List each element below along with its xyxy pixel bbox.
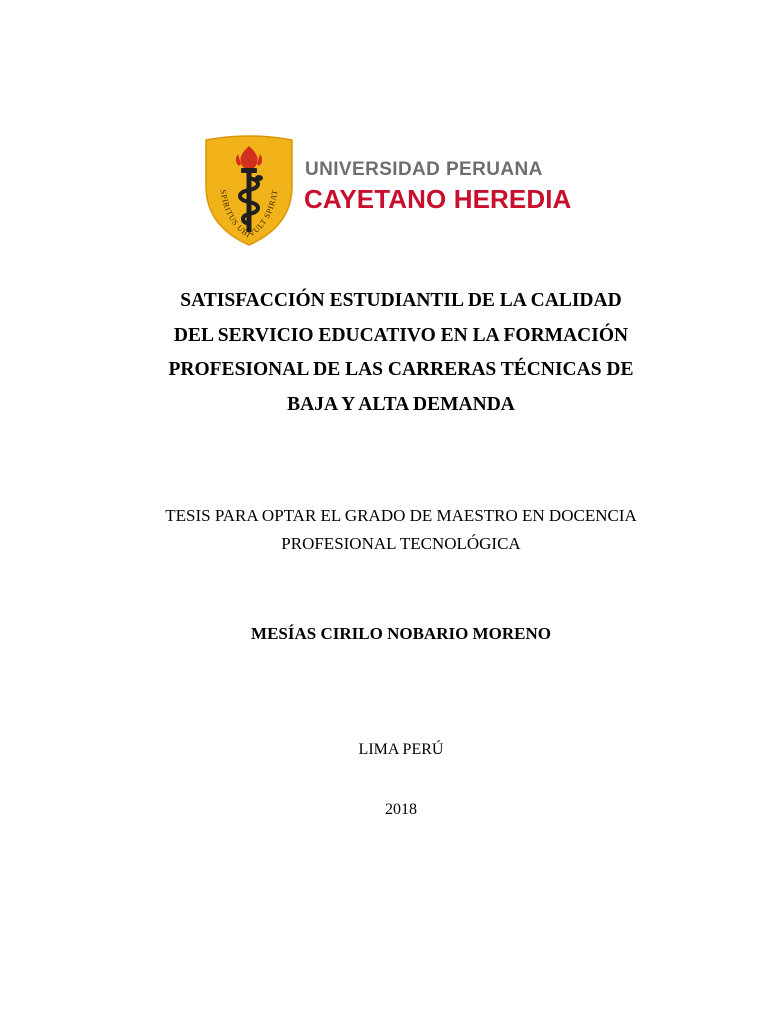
- degree-line-2: PROFESIONAL TECNOLÓGICA: [281, 534, 521, 553]
- title-line-4: BAJA Y ALTA DEMANDA: [287, 393, 515, 415]
- degree-statement: [0, 502, 768, 558]
- place: LIMA PERÚ: [358, 741, 444, 758]
- title-line-3: PROFESIONAL DE LAS CARRERAS TÉCNICAS DE: [168, 359, 634, 380]
- university-logo: [205, 134, 605, 246]
- thesis-title: [0, 284, 768, 422]
- motto-text: SPIRITUS UBI VULT SPIRAT: [218, 188, 280, 240]
- title-line-1: SATISFACCIÓN ESTUDIANTIL DE LA CALIDAD: [180, 290, 622, 311]
- author-name: MESÍAS CIRILO NOBARIO MORENO: [251, 624, 551, 643]
- university-name-line1: UNIVERSIDAD PERUANA: [305, 159, 543, 180]
- degree-line-1: TESIS PARA OPTAR EL GRADO DE MAESTRO EN DOCENCIA: [165, 506, 637, 525]
- shield-emblem-icon: [205, 134, 293, 246]
- university-name-line2: CAYETANO HEREDIA: [304, 184, 572, 214]
- title-line-2: DEL SERVICIO EDUCATIVO EN LA FORMACIÓN: [173, 324, 629, 346]
- year: 2018: [385, 801, 417, 818]
